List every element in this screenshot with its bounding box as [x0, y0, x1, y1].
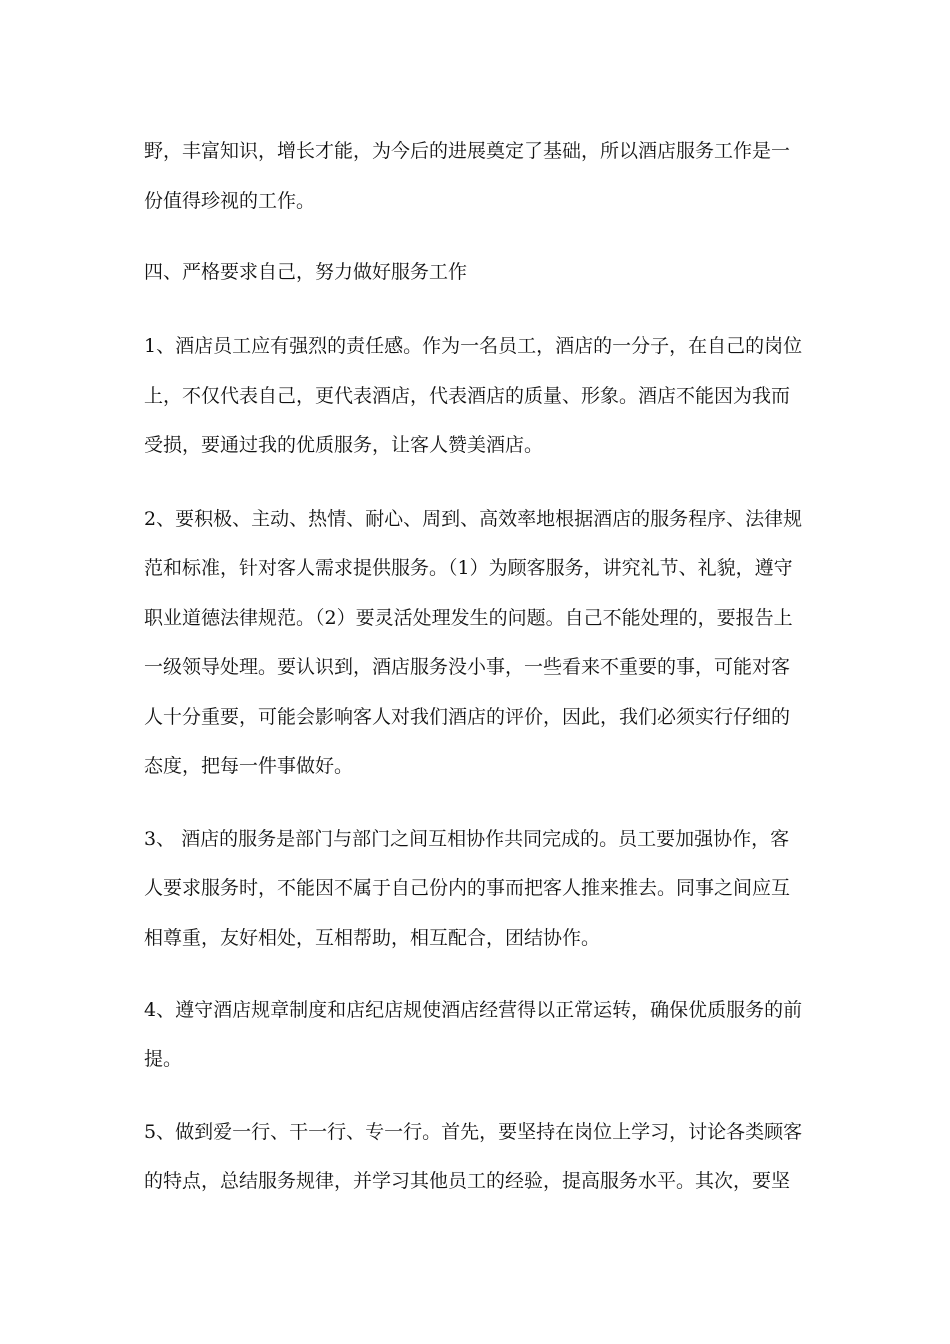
text-line: 相尊重，友好相处，互相帮助，相互配合，团结协作。: [144, 927, 601, 949]
text-line: 5、做到爱一行、干一行、专一行。首先，要坚持在岗位上学习，讨论各类顾客: [144, 1121, 803, 1143]
text-line: 上，不仅代表自己，更代表酒店，代表酒店的质量、形象。酒店不能因为我而: [144, 385, 791, 407]
text-line: 提。: [144, 1048, 183, 1070]
text-line: 人十分重要，可能会影响客人对我们酒店的评价，因此，我们必须实行仔细的: [144, 706, 791, 728]
text-line: 一级领导处理。要认识到，酒店服务没小事，一些看来不重要的事，可能对客: [144, 656, 791, 678]
text-line: 态度，把每一件事做好。: [144, 755, 354, 777]
section-heading: 四、严格要求自己，努力做好服务工作: [144, 261, 468, 283]
text-line: 1、酒店员工应有强烈的责任感。作为一名员工，酒店的一分子，在自己的岗位: [144, 335, 803, 357]
text-line: 人要求服务时，不能因不属于自己份内的事而把客人推来推去。同事之间应互: [144, 877, 791, 899]
text-line: 野，丰富知识，增长才能，为今后的进展奠定了基础，所以酒店服务工作是一: [144, 140, 791, 162]
text-line: 份值得珍视的工作。: [144, 190, 316, 212]
text-line: 3、 酒店的服务是部门与部门之间互相协作共同完成的。员工要加强协作，客: [144, 828, 790, 850]
text-line: 受损，要通过我的优质服务，让客人赞美酒店。: [144, 434, 544, 456]
text-line: 的特点，总结服务规律，并学习其他员工的经验，提高服务水平。其次，要坚: [144, 1170, 791, 1192]
text-line: 2、要积极、主动、热情、耐心、周到、高效率地根据酒店的服务程序、法律规: [144, 508, 803, 530]
text-line: 范和标准，针对客人需求提供服务。（1）为顾客服务，讲究礼节、礼貌，遵守: [144, 557, 793, 579]
text-line: 4、遵守酒店规章制度和店纪店规使酒店经营得以正常运转，确保优质服务的前: [144, 999, 803, 1021]
text-line: 职业道德法律规范。（2）要灵活处理发生的问题。自己不能处理的，要报告上: [144, 607, 793, 629]
